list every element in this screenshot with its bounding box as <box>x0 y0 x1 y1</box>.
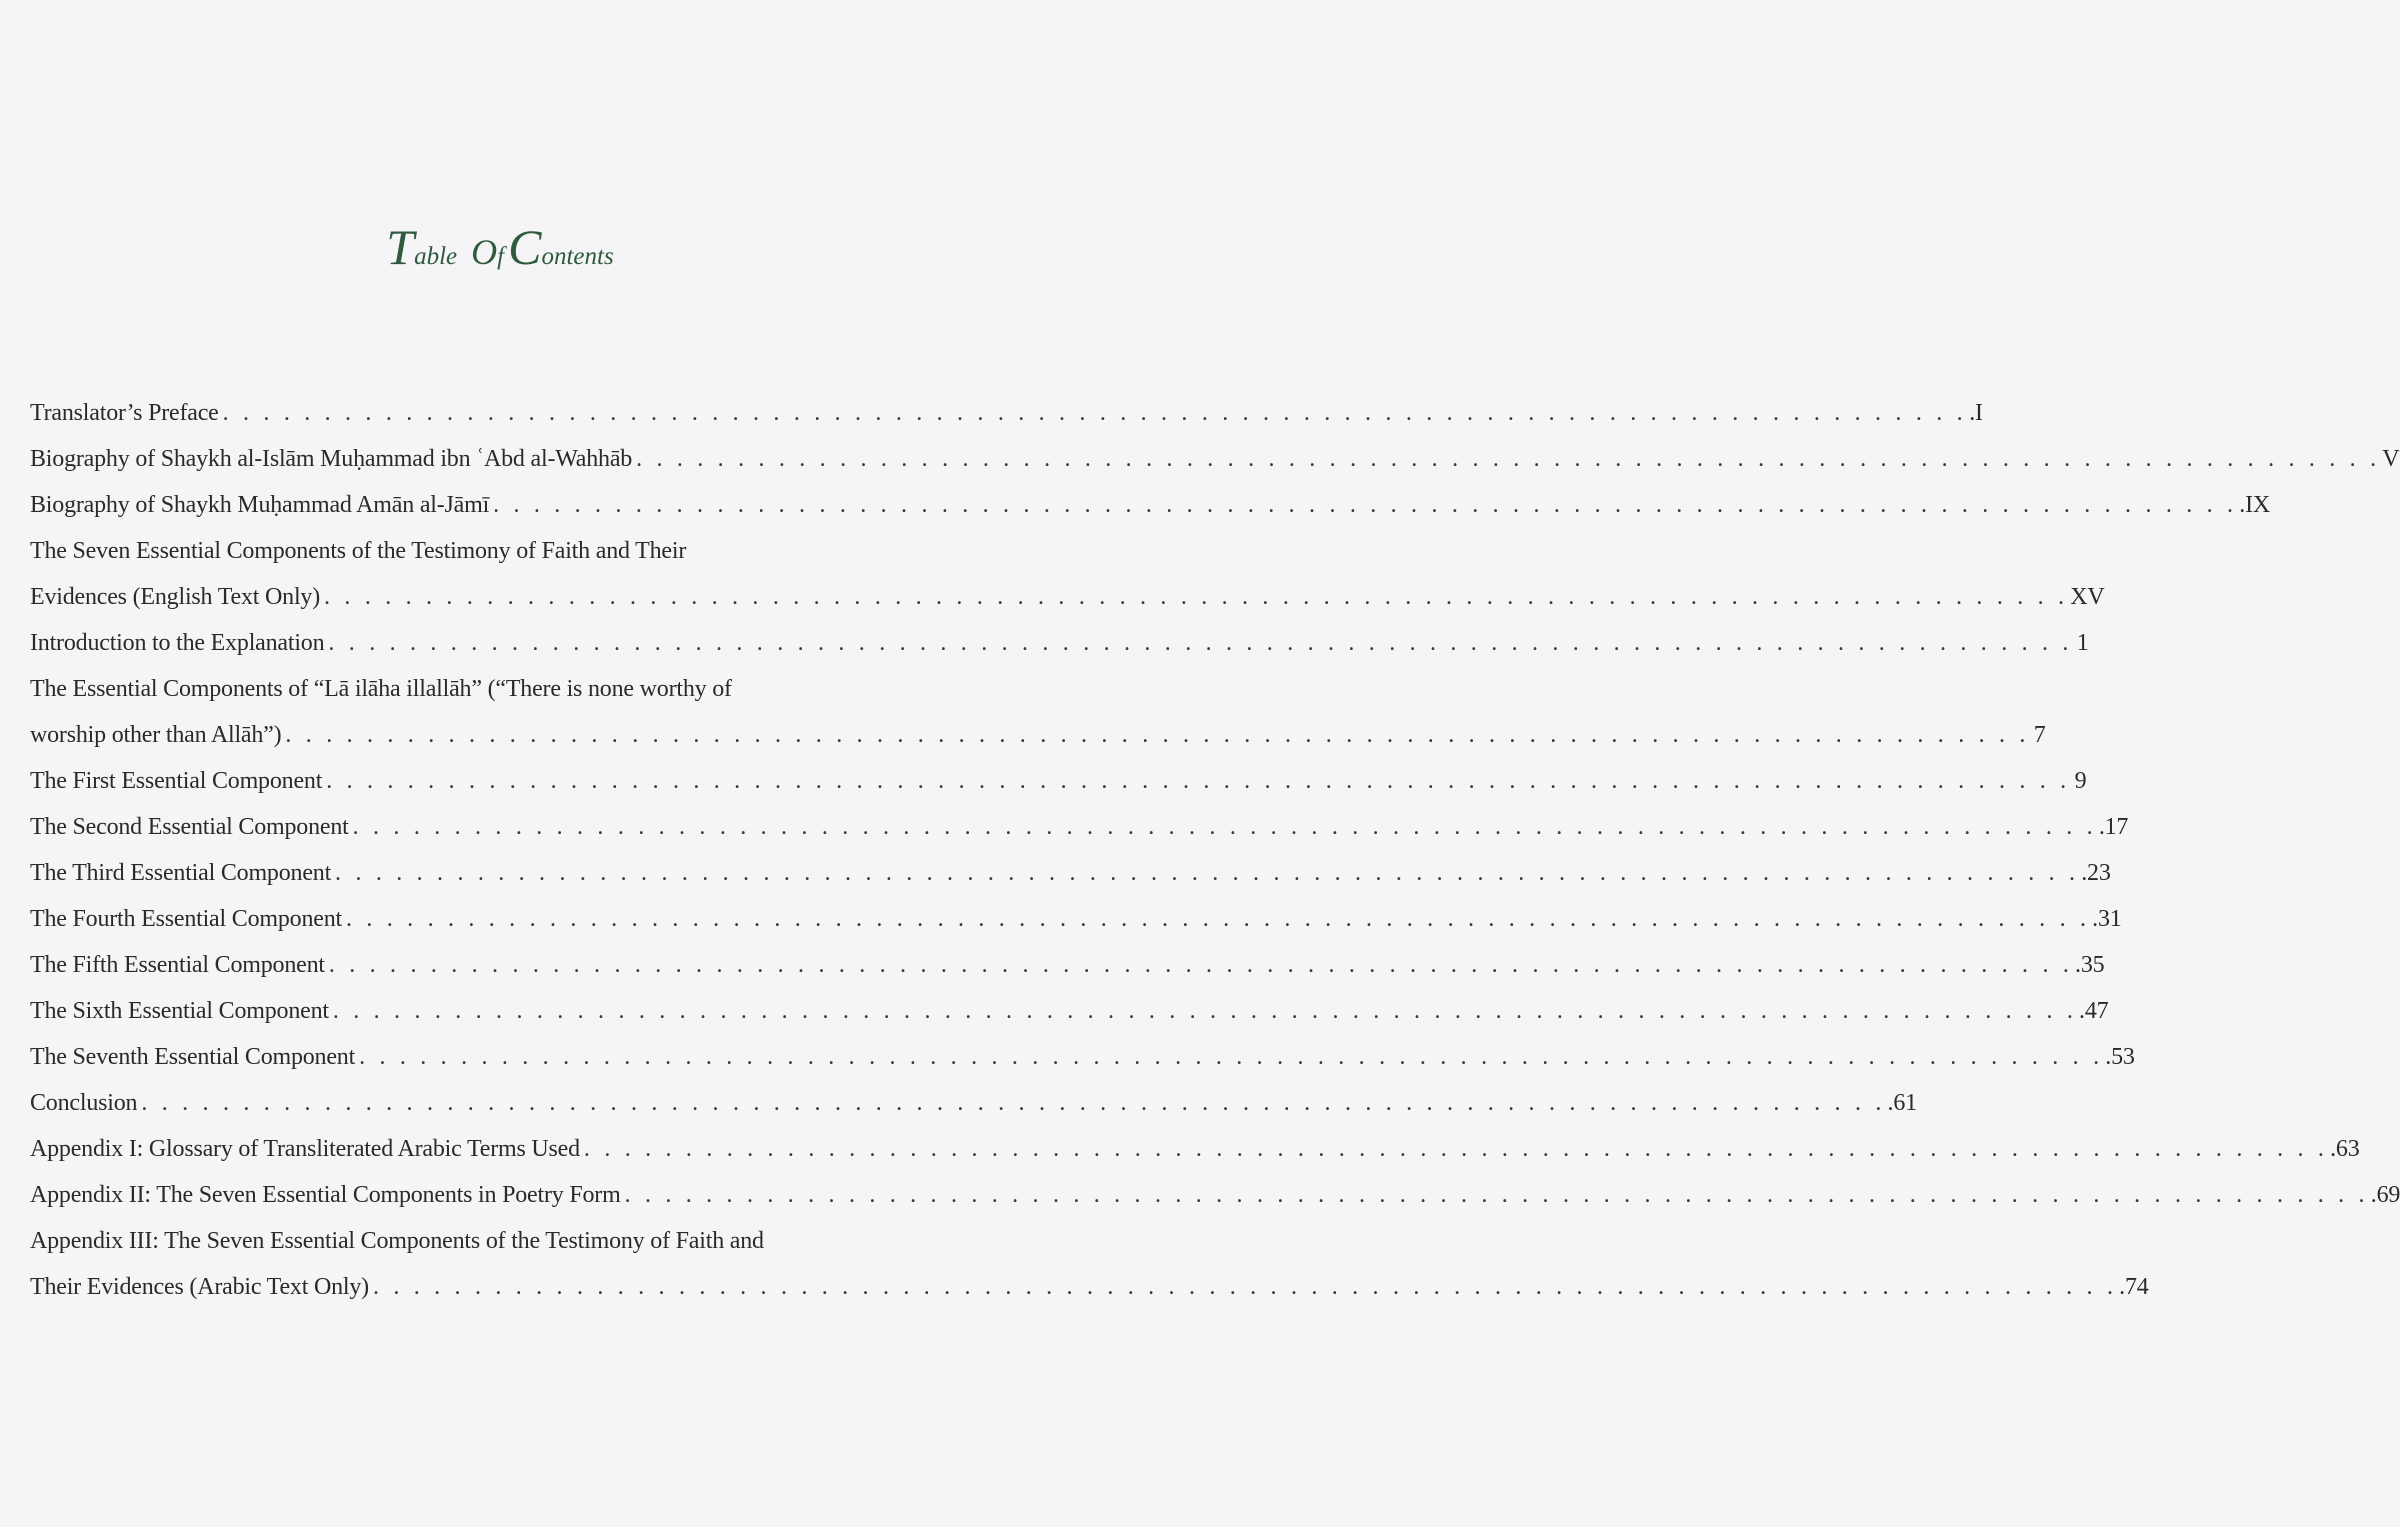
dot-leader: . . . . . . . . . . . . . . . . . . . . . . . . . . . . . . . . . . . . . . . . . . . . . . . . . . . . . . . . . . . . . . . . . . . . . . . . . . . . . . . . . . . . . . <box>285 722 2030 748</box>
dot-leader: . . . . . . . . . . . . . . . . . . . . . . . . . . . . . . . . . . . . . . . . . . . . . . . . . . . . . . . . . . . . . . . . . . . . . . . . . . . . . . . . . . . . . . <box>222 400 1967 426</box>
toc-entry <box>30 942 2105 988</box>
dot-leader: . . . . . . . . . . . . . . . . . . . . . . . . . . . . . . . . . . . . . . . . . . . . . . . . . . . . . . . . . . . . . . . . . . . . . . . . . . . . . . . . . . . . . . <box>345 906 2091 932</box>
title-t-cap: T <box>386 219 415 275</box>
page-title <box>0 219 1000 275</box>
dot-leader: . . . . . . . . . . . . . . . . . . . . . . . . . . . . . . . . . . . . . . . . . . . . . . . . . . . . . . . . . . . . . . . . . . . . . . . . . . . . . . . . . . . . . . <box>583 1136 2329 1162</box>
toc-entry-title: The First Essential Component <box>30 768 323 794</box>
dot-leader: . . . . . . . . . . . . . . . . . . . . . . . . . . . . . . . . . . . . . . . . . . . . . . . . . . . . . . . . . . . . . . . . . . . . . . . . . . . . . . . . . . . . . . <box>324 584 2069 610</box>
toc-entry-title: Appendix III: The Seven Essential Components of the Testimony of Faith and <box>30 1228 764 1254</box>
toc-entry <box>30 482 2270 528</box>
toc-entry <box>30 528 950 574</box>
dot-leader: . . . . . . . . . . . . . . . . . . . . . . . . . . . . . . . . . . . . . . . . . . . . . . . . . . . . . . . . . . . . . . . . . . . . . . . . . . . . . . . . . . . . . . <box>328 630 2073 656</box>
toc-entry-page-number: 9 <box>2074 768 2087 794</box>
toc-entry-title: The Essential Components of “Lā ilāha illallāh” (“There is none worthy of <box>30 676 732 702</box>
dot-leader: . . . . . . . . . . . . . . . . . . . . . . . . . . . . . . . . . . . . . . . . . . . . . . . . . . . . . . . . . . . . . . . . . . . . . . . . . . . . . . . . . . . . . . <box>493 492 2238 518</box>
dot-leader: . . . . . . . . . . . . . . . . . . . . . . . . . . . . . . . . . . . . . . . . . . . . . . . . . . . . . . . . . . . . . . . . . . . . . . . . . . . . . . . . . . . . . . <box>372 1274 2118 1300</box>
toc-entry-title: Conclusion <box>30 1090 138 1116</box>
dot-leader: . . . . . . . . . . . . . . . . . . . . . . . . . . . . . . . . . . . . . . . . . . . . . . . . . . . . . . . . . . . . . . . . . . . . . . . . . . . . . . . . . . . . . . <box>141 1090 1886 1116</box>
toc-entry <box>30 666 950 712</box>
dot-leader: . . . . . . . . . . . . . . . . . . . . . . . . . . . . . . . . . . . . . . . . . . . . . . . . . . . . . . . . . . . . . . . . . . . . . . . . . . . . . . . . . . . . . . <box>335 860 2080 886</box>
toc-entry-page-number: .31 <box>2092 906 2122 932</box>
toc-entry <box>30 1264 2149 1310</box>
toc-entry-page-number: .I <box>1969 400 1983 426</box>
toc-entry-page-number: .47 <box>2079 998 2109 1024</box>
toc-entry <box>30 850 2111 896</box>
title-t-rest: able <box>414 243 458 270</box>
toc-entry-title: The Seven Essential Components of the Testimony of Faith and Their <box>30 538 687 564</box>
toc-entry-title: The Third Essential Component <box>30 860 332 886</box>
toc-entry-page-number: .74 <box>2119 1274 2149 1300</box>
dot-leader: . . . . . . . . . . . . . . . . . . . . . . . . . . . . . . . . . . . . . . . . . . . . . . . . . . . . . . . . . . . . . . . . . . . . . . . . . . . . . . . . . . . . . . <box>624 1182 2369 1208</box>
toc-entry-page-number: .35 <box>2075 952 2105 978</box>
title-c-cap: C <box>508 219 542 275</box>
toc-entry-page-number: V <box>2382 446 2400 472</box>
toc-entry-title: worship other than Allāh”) <box>30 722 282 748</box>
toc-entry <box>30 1172 2400 1218</box>
toc-entry <box>30 574 2105 620</box>
toc-entry-title: Their Evidences (Arabic Text Only) <box>30 1274 369 1300</box>
dot-leader: . . . . . . . . . . . . . . . . . . . . . . . . . . . . . . . . . . . . . . . . . . . . . . . . . . . . . . . . . . . . . . . . . . . . . . . . . . . . . . . . . . . . . . <box>636 446 2381 472</box>
toc-entry-title: Biography of Shaykh al-Islām Muḥammad ibn ʿAbd al-Wahhāb <box>30 446 633 472</box>
toc-entry <box>30 1126 2360 1172</box>
toc-entry <box>30 1080 1917 1126</box>
toc-entry <box>30 1034 2135 1080</box>
title-c-rest: ontents <box>541 243 614 270</box>
toc-entry-title: The Fifth Essential Component <box>30 952 325 978</box>
toc-entry-title: Biography of Shaykh Muḥammad Amān al-Jāmī <box>30 492 490 518</box>
title-o-cap: O <box>471 232 498 272</box>
toc-entry <box>30 988 2109 1034</box>
toc-entry-title: Appendix I: Glossary of Transliterated Arabic Terms Used <box>30 1136 580 1162</box>
toc-entry <box>30 436 2400 482</box>
toc-entry-page-number: XV <box>2070 584 2105 610</box>
toc-entry-title: Translator’s Preface <box>30 400 219 426</box>
dot-leader: . . . . . . . . . . . . . . . . . . . . . . . . . . . . . . . . . . . . . . . . . . . . . . . . . . . . . . . . . . . . . . . . . . . . . . . . . . . . . . . . . . . . . . <box>359 1044 2104 1070</box>
toc-entry-title: Evidences (English Text Only) <box>30 584 321 610</box>
toc-entry-title: The Second Essential Component <box>30 814 349 840</box>
toc-entry <box>30 758 2087 804</box>
toc-entry-page-number: .IX <box>2239 492 2270 518</box>
title-o-rest: f <box>497 243 505 270</box>
toc-entry-page-number: 7 <box>2033 722 2046 748</box>
dot-leader: . . . . . . . . . . . . . . . . . . . . . . . . . . . . . . . . . . . . . . . . . . . . . . . . . . . . . . . . . . . . . . . . . . . . . . . . . . . . . . . . . . . . . . <box>352 814 2097 840</box>
toc-entry-page-number: 1 <box>2076 630 2089 656</box>
toc-entry-title: The Seventh Essential Component <box>30 1044 356 1070</box>
toc-entry-page-number: .61 <box>1887 1090 1917 1116</box>
table-of-contents <box>30 390 2400 1310</box>
toc-entry-page-number: .17 <box>2098 814 2129 840</box>
dot-leader: . . . . . . . . . . . . . . . . . . . . . . . . . . . . . . . . . . . . . . . . . . . . . . . . . . . . . . . . . . . . . . . . . . . . . . . . . . . . . . . . . . . . . . <box>326 768 2071 794</box>
toc-entry <box>30 390 1983 436</box>
toc-entry <box>30 712 2046 758</box>
toc-entry-page-number: .69 <box>2370 1182 2400 1208</box>
toc-entry <box>30 804 2129 850</box>
toc-entry-page-number: .63 <box>2330 1136 2360 1162</box>
toc-entry-page-number: .53 <box>2105 1044 2135 1070</box>
toc-entry-title: Introduction to the Explanation <box>30 630 325 656</box>
toc-entry-title: The Fourth Essential Component <box>30 906 342 932</box>
toc-entry-title: The Sixth Essential Component <box>30 998 329 1024</box>
toc-entry-title: Appendix II: The Seven Essential Components in Poetry Form <box>30 1182 621 1208</box>
toc-entry-page-number: .23 <box>2081 860 2111 886</box>
toc-entry <box>30 620 2089 666</box>
dot-leader: . . . . . . . . . . . . . . . . . . . . . . . . . . . . . . . . . . . . . . . . . . . . . . . . . . . . . . . . . . . . . . . . . . . . . . . . . . . . . . . . . . . . . . <box>332 998 2078 1024</box>
toc-entry <box>30 896 2122 942</box>
dot-leader: . . . . . . . . . . . . . . . . . . . . . . . . . . . . . . . . . . . . . . . . . . . . . . . . . . . . . . . . . . . . . . . . . . . . . . . . . . . . . . . . . . . . . . <box>328 952 2074 978</box>
toc-entry <box>30 1218 950 1264</box>
